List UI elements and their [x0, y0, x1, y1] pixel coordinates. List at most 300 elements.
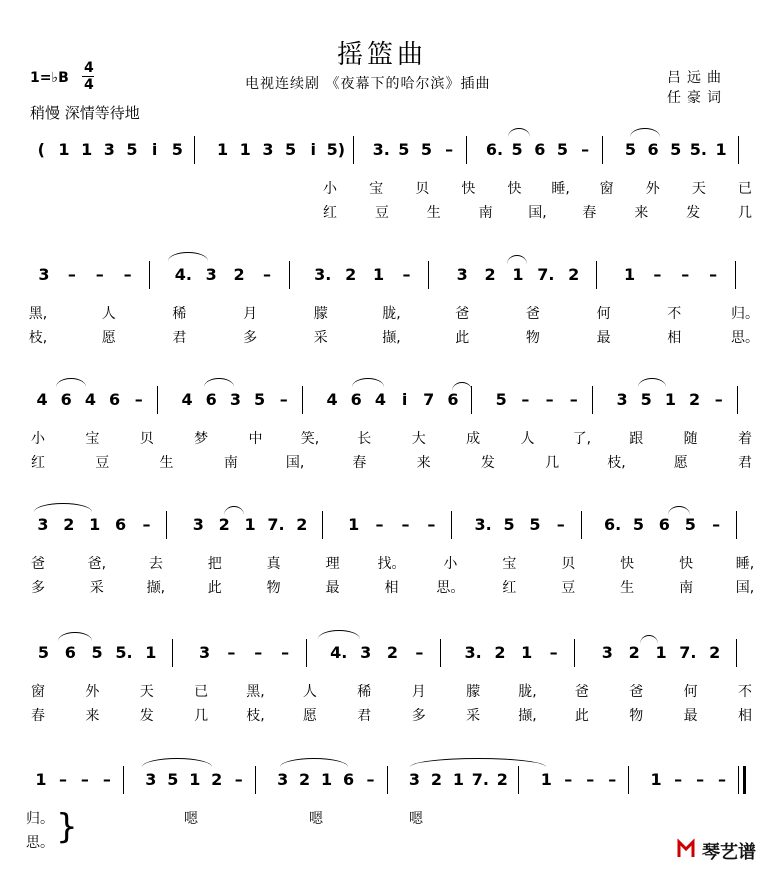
barline [428, 261, 429, 289]
note: 2 [484, 265, 496, 284]
slur [58, 632, 92, 641]
lyric-word: 南 [223, 455, 238, 471]
note: 1 [715, 140, 727, 159]
lyric-word: 随 [683, 431, 698, 447]
lyric-word: 贝 [415, 181, 430, 197]
lyric-word: 几 [194, 708, 209, 724]
logo-icon [676, 838, 698, 865]
note: – [80, 770, 89, 789]
note: 1 [89, 515, 101, 534]
lyric-word: 贝 [561, 556, 576, 572]
note: 3. [474, 515, 492, 534]
note: 1 [372, 265, 385, 284]
key-signature: 1=♭B [30, 70, 69, 86]
note: – [674, 770, 683, 789]
lyric-word: 此 [574, 708, 589, 724]
slur [352, 378, 384, 387]
lyric-word: 黑, [246, 684, 265, 700]
note: – [569, 390, 578, 409]
note: – [415, 643, 424, 662]
lyric-word: 去 [148, 556, 163, 572]
lyric-word: 何 [596, 306, 611, 322]
note: – [445, 140, 454, 159]
lyric-word: 胧, [382, 306, 401, 322]
barline [736, 639, 737, 667]
lyric-word: 国, [735, 580, 755, 596]
lyric-word: 几 [545, 455, 560, 471]
lyric-word: 撷, [382, 330, 401, 346]
lyric-word: 爸 [31, 556, 45, 572]
lyric-word: 已 [194, 684, 209, 700]
note: 6 [64, 643, 76, 662]
note: – [681, 265, 690, 284]
note: 5. [689, 140, 707, 159]
barline [289, 261, 290, 289]
note: – [142, 515, 151, 534]
barline [306, 639, 307, 667]
note: 1 [540, 770, 552, 789]
note: 4 [84, 390, 96, 409]
note: 1 [244, 515, 256, 534]
note: 5 [398, 140, 410, 159]
note: – [58, 770, 67, 789]
lyric-word: 采 [89, 580, 104, 596]
note: 6 [350, 390, 362, 409]
lyric-word: 多 [411, 708, 426, 724]
barline [592, 386, 593, 414]
note: 3 [616, 390, 628, 409]
lyric-word: 物 [629, 708, 644, 724]
lyric-word: 何 [683, 684, 698, 700]
note-line [30, 515, 755, 543]
lyric-word: 春 [31, 708, 45, 724]
lyricist-credit: 任豪词 [667, 90, 727, 106]
lyric-word: 愿 [673, 455, 688, 471]
lyric-word: 睡, [735, 556, 755, 572]
note: 5 [670, 140, 682, 159]
lyric-word: 跟 [629, 431, 644, 447]
time-signature-bottom: 4 [84, 77, 94, 93]
slur [318, 630, 360, 639]
note: 1 [239, 140, 251, 159]
lyric-word: 来 [85, 708, 100, 724]
barline [466, 136, 467, 164]
lyric-word: 多 [243, 330, 258, 346]
slur [168, 252, 208, 261]
note: 4 [36, 390, 48, 409]
lyric-word: 相 [667, 330, 682, 346]
note: 2 [296, 515, 308, 534]
note: – [134, 390, 143, 409]
slur [224, 506, 244, 515]
barline [735, 261, 736, 289]
lyric-word: 此 [455, 330, 470, 346]
lyric-word: 豆 [374, 205, 389, 221]
lyric-word: 窗 [31, 684, 45, 700]
note: 1 [189, 770, 201, 789]
slur [280, 758, 348, 767]
lyric-word: 南 [478, 205, 493, 221]
lyric-word: 来 [634, 205, 649, 221]
barline [172, 639, 173, 667]
note: – [366, 770, 375, 789]
lyric-word: 稀 [172, 306, 187, 322]
lyric-word: 爸 [574, 684, 589, 700]
lyric-word: 嗯 [309, 811, 323, 827]
note: 2 [430, 770, 443, 789]
note: 4 [181, 390, 193, 409]
note: 5 [511, 140, 523, 159]
lyric-word: 把 [207, 556, 222, 572]
note: 2 [299, 770, 311, 789]
note: 3 [103, 140, 115, 159]
lyric-word: 天 [139, 684, 154, 700]
note: 5 [284, 140, 297, 159]
note: 6 [109, 390, 121, 409]
slur [452, 382, 472, 391]
lyric-word: 红 [502, 580, 517, 596]
note: 7 [423, 390, 435, 409]
lyric-word: 梦 [194, 431, 209, 447]
note: 5. [115, 643, 133, 662]
lyric-word: 睡, [551, 181, 570, 197]
note: – [227, 643, 236, 662]
lyric-word: 相 [384, 580, 399, 596]
note: 6. [485, 140, 504, 159]
lyric-word: 红 [323, 205, 337, 221]
note: 5 [167, 770, 179, 789]
lyric-word: 理 [325, 556, 340, 572]
note: 6 [534, 140, 546, 159]
lyric-word: 月 [243, 306, 258, 322]
note: 6 [60, 390, 72, 409]
lyric-word: 采 [313, 330, 328, 346]
note: – [653, 265, 662, 284]
note: 3. [372, 140, 390, 159]
note: 1 [217, 140, 229, 159]
note: – [718, 770, 727, 789]
lyric-word: 宝 [85, 431, 100, 447]
lyric-word: 红 [31, 455, 45, 471]
note: – [281, 643, 290, 662]
note: – [375, 515, 384, 534]
final-barline [738, 766, 739, 794]
barline [353, 136, 354, 164]
lyric-word: 天 [691, 181, 706, 197]
note: 5 [640, 390, 652, 409]
note: 3 [38, 265, 50, 284]
note: 6 [342, 770, 355, 789]
note: 5 [420, 140, 433, 159]
lyric-word: 宝 [502, 556, 517, 572]
note-line [30, 770, 755, 798]
lyric-word: 窗 [599, 181, 614, 197]
lyric-word: 宝 [369, 181, 384, 197]
slur [630, 128, 660, 137]
lyric-word: 快 [620, 556, 635, 572]
note: 3. [314, 265, 332, 284]
lyric-word: 不 [738, 684, 752, 700]
lyric-word: 豆 [95, 455, 110, 471]
lyric-word: 着 [738, 431, 752, 447]
note: 5 [91, 643, 103, 662]
note: 2 [689, 390, 701, 409]
slur [668, 506, 690, 515]
lyric-word: 物 [525, 330, 540, 346]
note: 3 [277, 770, 289, 789]
note: – [254, 643, 263, 662]
note: 2 [628, 643, 640, 662]
barline [518, 766, 519, 794]
note: 5 [624, 140, 636, 159]
note: 2 [568, 265, 580, 284]
note: 1 [145, 643, 157, 662]
note: – [263, 265, 272, 284]
lyric-word: 快 [461, 181, 476, 197]
barline [255, 766, 256, 794]
note: 5 [254, 390, 266, 409]
lyric-word: 南 [679, 580, 694, 596]
note: 4. [330, 643, 348, 662]
lyric-word: 长 [357, 431, 372, 447]
slur [204, 378, 234, 387]
brace-icon: } [56, 807, 78, 847]
note: – [521, 390, 530, 409]
note: 1 [348, 515, 360, 534]
lyric-word: 小 [31, 431, 45, 447]
note: 1 [664, 390, 676, 409]
note: 3 [198, 643, 211, 662]
lyric-word: 生 [620, 580, 635, 596]
note: – [712, 515, 721, 534]
note: 1 [655, 643, 667, 662]
lyric-word: 外 [85, 684, 100, 700]
barline [302, 386, 303, 414]
note: 2 [218, 515, 230, 534]
note: ( [37, 140, 45, 159]
lyric-word: 思。 [26, 835, 54, 851]
note: 2 [211, 770, 223, 789]
lyric-word: 豆 [561, 580, 576, 596]
lyric-word: 枝, [246, 708, 265, 724]
note: 1 [35, 770, 47, 789]
watermark-text: 琴艺谱 [702, 842, 756, 863]
note: 5 [632, 515, 645, 534]
lyric-word: 君 [357, 708, 372, 724]
note: 3 [360, 643, 372, 662]
note: 7. [267, 515, 285, 534]
note: 2 [496, 770, 508, 789]
note: 1 [521, 643, 533, 662]
lyric-word: 思。 [436, 580, 465, 596]
lyric-word: 多 [31, 580, 45, 596]
note: 2 [345, 265, 357, 284]
lyric-word: 最 [596, 330, 611, 346]
note: – [586, 770, 595, 789]
note: – [549, 643, 558, 662]
song-title: 摇篮曲 [337, 40, 428, 70]
note: i [151, 140, 158, 159]
note: 6 [647, 140, 659, 159]
note: – [696, 770, 705, 789]
lyric-word: 最 [325, 580, 340, 596]
lyric-word: 相 [738, 708, 752, 724]
barline [123, 766, 124, 794]
barline [157, 386, 158, 414]
lyric-word: 归。 [26, 811, 54, 827]
note: 3. [464, 643, 482, 662]
note: – [67, 265, 76, 284]
lyric-word: 国, [528, 205, 547, 221]
note: i [401, 390, 408, 409]
subtitle: 电视连续剧 《夜幕下的哈尔滨》插曲 [245, 76, 491, 92]
barline [322, 511, 323, 539]
note: i [310, 140, 316, 159]
lyric-word: 爸, [87, 556, 107, 572]
note-line [30, 265, 755, 293]
barline [736, 511, 737, 539]
note: 6 [658, 515, 670, 534]
note: 5 [684, 515, 696, 534]
lyric-word: 春 [352, 455, 367, 471]
barline [166, 511, 167, 539]
note: 5 [529, 515, 541, 534]
lyric-word: 找。 [377, 556, 406, 572]
lyric-word: 国, [285, 455, 305, 471]
barline [194, 136, 195, 164]
lyric-word: 成 [466, 431, 481, 447]
lyric-word: 人 [101, 306, 116, 322]
note: 3 [37, 515, 49, 534]
lyric-word: 发 [686, 205, 701, 221]
note: 6. [603, 515, 622, 534]
note: – [581, 140, 590, 159]
lyric-word: 爸 [629, 684, 644, 700]
lyric-word: 生 [159, 455, 174, 471]
note: – [95, 265, 104, 284]
lyric-word: 笑, [300, 431, 320, 447]
lyric-word: 快 [507, 181, 522, 197]
lyric-word: 小 [443, 556, 458, 572]
note: – [608, 770, 617, 789]
note: 2 [494, 643, 506, 662]
note: 1 [452, 770, 464, 789]
note: 4 [374, 390, 386, 409]
lyric-word: 人 [520, 431, 535, 447]
note: 3 [408, 770, 421, 789]
note: 1 [321, 770, 333, 789]
slur [638, 378, 666, 387]
slur [508, 128, 530, 137]
lyric-word: 物 [266, 580, 281, 596]
barline [387, 766, 388, 794]
barline [596, 261, 597, 289]
note: 5 [495, 390, 507, 409]
slur [410, 758, 546, 767]
note: – [102, 770, 111, 789]
lyric-word: 快 [679, 556, 694, 572]
lyric-word: 人 [302, 684, 317, 700]
note: 3 [145, 770, 157, 789]
lyric-word: 贝 [139, 431, 154, 447]
slur [507, 255, 527, 264]
note: – [427, 515, 436, 534]
barline [149, 261, 150, 289]
lyric-word: 朦 [466, 684, 481, 700]
time-signature-divider [82, 76, 94, 77]
lyric-word: 胧, [518, 684, 537, 700]
lyric-word: 黑, [28, 306, 48, 322]
note: 1 [58, 140, 70, 159]
note: 2 [63, 515, 75, 534]
lyric-word: 发 [480, 455, 495, 471]
lyric-word: 大 [411, 431, 426, 447]
barline [440, 639, 441, 667]
lyric-word: 几 [738, 205, 752, 221]
note: 7. [679, 643, 697, 662]
note: 5 [171, 140, 183, 159]
note: – [714, 390, 723, 409]
composer-credit: 吕远曲 [667, 70, 727, 86]
lyric-word: 归。 [731, 306, 759, 322]
lyric-word: 发 [139, 708, 154, 724]
note: 6 [447, 390, 459, 409]
note: 3 [205, 265, 217, 284]
barline [581, 511, 582, 539]
note: 1 [512, 265, 524, 284]
barline [738, 136, 739, 164]
lyric-word: 不 [667, 306, 682, 322]
barline [737, 386, 738, 414]
note: – [123, 265, 132, 284]
note: 5) [326, 140, 346, 159]
time-signature-top: 4 [84, 60, 94, 76]
note: 3 [456, 265, 468, 284]
lyric-word: 愿 [101, 330, 116, 346]
lyric-word: 稀 [357, 684, 372, 700]
lyric-word: 外 [645, 181, 660, 197]
note: – [709, 265, 718, 284]
note: 1 [623, 265, 636, 284]
lyric-word: 枝, [607, 455, 626, 471]
lyric-word: 思。 [731, 330, 759, 346]
note: 7. [537, 265, 555, 284]
note: – [401, 515, 410, 534]
lyric-word: 撷, [146, 580, 166, 596]
note: – [279, 390, 288, 409]
slur [56, 378, 86, 387]
note-line [30, 643, 755, 671]
lyric-word: 已 [738, 181, 752, 197]
lyric-word: 愿 [302, 708, 317, 724]
note: 4 [326, 390, 338, 409]
lyric-word: 春 [582, 205, 597, 221]
note: 5 [503, 515, 515, 534]
lyric-word: 采 [466, 708, 481, 724]
note: – [402, 265, 411, 284]
barline [451, 511, 452, 539]
note: 3 [192, 515, 204, 534]
note: 7. [471, 770, 489, 789]
lyric-word: 君 [738, 455, 752, 471]
lyric-word: 爸 [525, 306, 540, 322]
lyric-word: 君 [172, 330, 187, 346]
note: 6 [205, 390, 217, 409]
slur [640, 635, 658, 644]
lyric-word: 小 [323, 181, 337, 197]
note: – [234, 770, 243, 789]
note: 2 [709, 643, 721, 662]
